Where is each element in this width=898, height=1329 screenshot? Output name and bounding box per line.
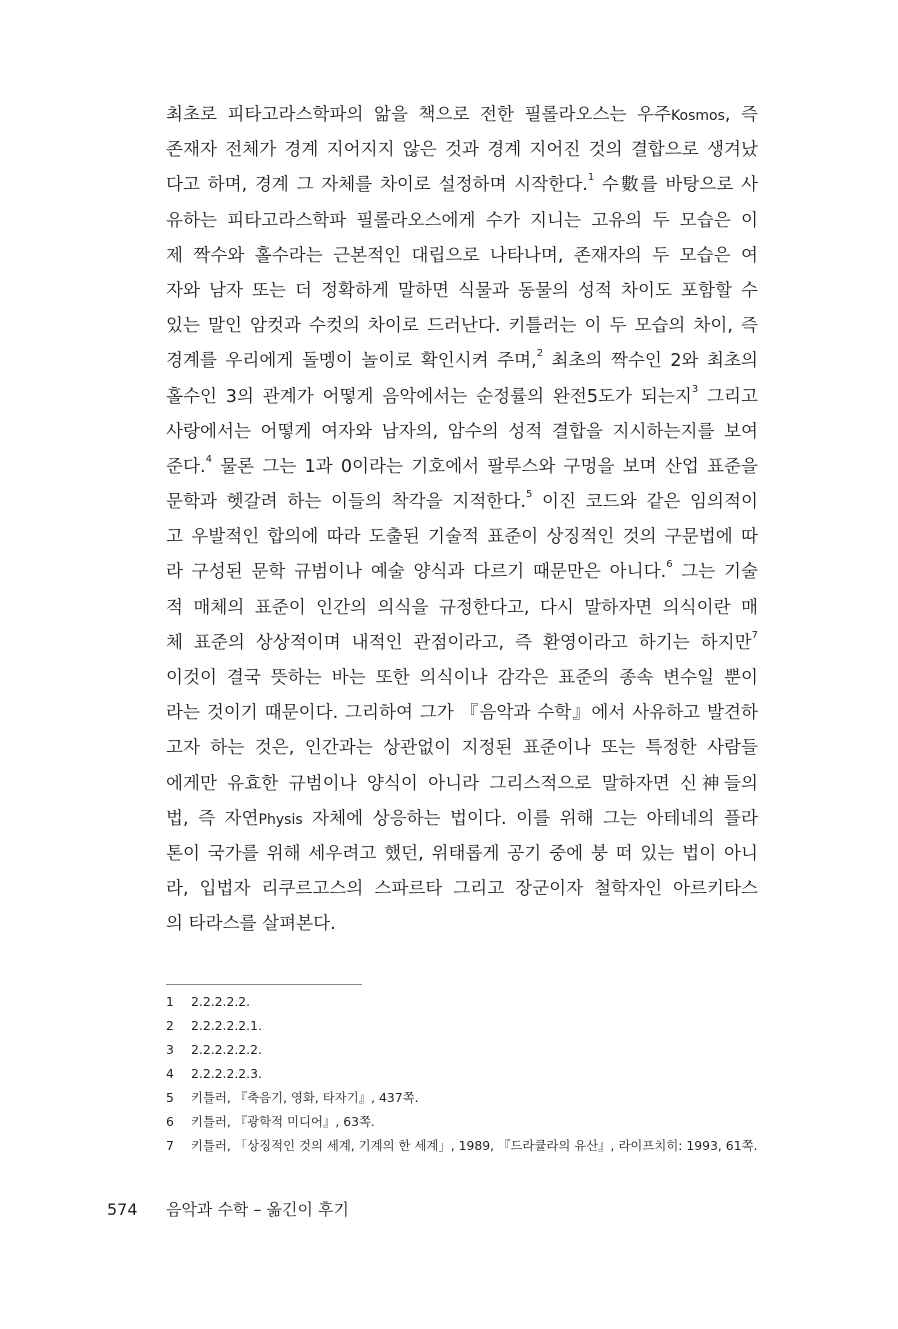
text-line: 유하는 피타고라스학파 필롤라오스에게 수가 지니는 고유의 두 모습은 이 <box>166 210 758 231</box>
footnote-text: 2.2.2.2.2. <box>191 994 251 1009</box>
footnote-ref[interactable]: 3 <box>691 383 699 395</box>
footnote-text: 2.2.2.2.2.2. <box>191 1042 262 1057</box>
text-line: 이것이 결국 뜻하는 바는 또한 의식이나 감각은 표준의 종속 변수일 뿐이 <box>166 668 758 688</box>
text-line: 라는 것이기 때문이다. 그리하여 그가 『음악과 수학』에서 사유하고 발견하 <box>166 703 758 724</box>
running-footer <box>107 1196 349 1224</box>
text-line: 라, 입법자 리쿠르고스의 스파르타 그리고 장군이자 철학자인 아르키타스 <box>166 879 758 900</box>
latin-term: Kosmos <box>671 108 725 124</box>
text-line: 적 매체의 표준이 인간의 의식을 규정한다고, 다시 말하자면 의식이란 매 <box>166 597 758 618</box>
footnote-ref[interactable]: 6 <box>666 559 673 571</box>
footnote-number: 2 <box>166 1018 174 1033</box>
text-line: 홀수인 3의 관계가 어떻게 음악에서는 순정률의 완전5도가 되는지$^3$ 그리고 <box>166 383 758 407</box>
text-line: 제 짝수와 홀수라는 근본적인 대립으로 나타나며, 존재자의 두 모습은 여 <box>166 245 758 266</box>
footnote <box>166 1134 766 1158</box>
footnote-text: 2.2.2.2.2.1. <box>191 1018 262 1033</box>
footnote-number: 4 <box>166 1066 174 1081</box>
text-line: 고자 하는 것은, 인간과는 상관없이 지정된 표준이나 또는 특정한 사람들 <box>166 738 758 759</box>
footnote-ref[interactable]: 1 <box>587 172 595 184</box>
footnote <box>166 1110 766 1134</box>
footnote-divider <box>166 984 362 985</box>
footnotes <box>166 990 766 1158</box>
text-line: 사랑에서는 어떻게 여자와 남자의, 암수의 성적 결합을 지시하는지를 보여 <box>166 421 758 442</box>
footnote <box>166 1062 766 1086</box>
text-line: 문학과 헷갈려 하는 이들의 착각을 지적한다.$^5$ 이진 코드와 같은 임의적이 <box>166 489 758 513</box>
text-line: 있는 말인 암컷과 수컷의 차이로 드러난다. 키틀러는 이 두 모습의 차이, 즉 <box>166 316 758 337</box>
page-number: 574 <box>107 1200 138 1219</box>
footnote <box>166 1014 766 1038</box>
footnote-ref[interactable]: 4 <box>205 453 212 465</box>
text-line: 체 표준의 상상적이며 내적인 관점이라고, 즉 환영이라고 하기는 하지만$^7$ <box>166 629 758 653</box>
footnote-number: 5 <box>166 1090 174 1105</box>
footnote-ref[interactable]: 2 <box>536 348 544 360</box>
footnote-text: 2.2.2.2.2.3. <box>191 1066 262 1081</box>
main-text <box>166 98 758 943</box>
text-line: 톤이 국가를 위해 세우려고 했던, 위태롭게 공기 중에 붕 떠 있는 법이 아니 <box>166 843 758 864</box>
footnote-number: 3 <box>166 1042 174 1057</box>
footnote <box>166 1038 766 1062</box>
footnote-ref[interactable]: 7 <box>751 629 758 641</box>
footnote-text: 키틀러, 「상징적인 것의 세계, 기계의 한 세계」, 1989, 『드라큘라의 유산』, 라이프치히: 1993, 61쪽. <box>191 1138 758 1153</box>
text-line: 자와 남자 또는 더 정확하게 말하면 식물과 동물의 성적 차이도 포함할 수 <box>166 280 758 301</box>
text-line: 다고 하며, 경계 그 자체를 차이로 설정하며 시작한다.$^1$ 수數를 바탕으로 사 <box>166 172 758 196</box>
text-line: 준다.$^4$ 물론 그는 1과 0이라는 기호에서 팔루스와 구멍을 보며 산업 표준을 <box>166 453 758 477</box>
footnote-ref[interactable]: 5 <box>525 489 533 501</box>
footnote <box>166 1086 766 1110</box>
text-line: 에게만 유효한 규범이나 양식이 아니라 그리스적으로 말하자면 신神들의 <box>166 773 758 794</box>
text-line: 법, 즉 자연Physis 자체에 상응하는 법이다. 이를 위해 그는 아테네의 플라 <box>166 808 758 829</box>
footnote-number: 1 <box>166 994 174 1009</box>
text-line: 존재자 전체가 경계 지어지지 않은 것과 경계 지어진 것의 결합으로 생겨났 <box>166 140 758 161</box>
running-title: 음악과 수학 – 옮긴이 후기 <box>166 1200 349 1219</box>
text-line: 고 우발적인 합의에 따라 도출된 기술적 표준이 상징적인 것의 구문법에 따 <box>166 527 758 548</box>
footnote-text: 키틀러, 『축음기, 영화, 타자기』, 437쪽. <box>191 1090 419 1105</box>
footnote-text: 키틀러, 『광학적 미디어』, 63쪽. <box>191 1114 375 1129</box>
latin-term: Physis <box>258 811 303 828</box>
text-line: 의 타라스를 살펴본다. <box>166 914 336 935</box>
footnote-number: 6 <box>166 1114 174 1129</box>
text-line: 라 구성된 문학 규범이나 예술 양식과 다르기 때문만은 아니다.$^6$ 그는 기술 <box>166 559 758 583</box>
text-line: 최초로 피타고라스학파의 앎을 책으로 전한 필롤라오스는 우주Kosmos, 즉 <box>166 105 758 125</box>
footnote-number: 7 <box>166 1138 174 1153</box>
text-line: 경계를 우리에게 돌멩이 놀이로 확인시켜 주며,$^2$ 최초의 짝수인 2와 최초의 <box>166 348 758 372</box>
footnote <box>166 990 766 1014</box>
